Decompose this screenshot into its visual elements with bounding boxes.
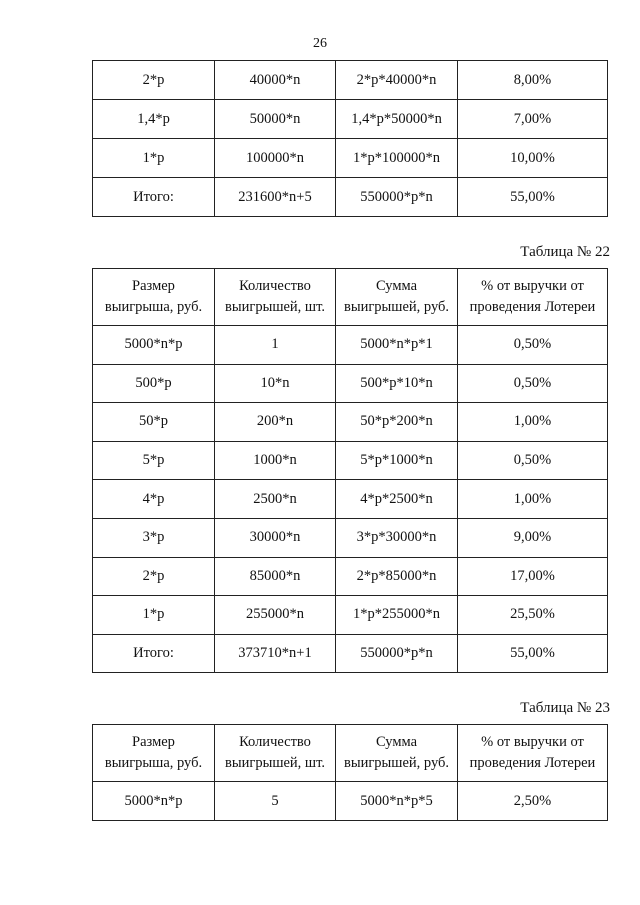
column-header: Размер выигрыша, руб. [93, 725, 215, 782]
table-cell: 0,50% [458, 364, 608, 403]
table-cell: Итого: [93, 178, 215, 217]
page-number: 26 [313, 36, 327, 51]
table-cell: 4*р*2500*n [336, 480, 458, 519]
column-header: Сумма выигрышей, руб. [336, 269, 458, 326]
table-cell: 5*р*1000*n [336, 441, 458, 480]
table-cell: 5*р [93, 441, 215, 480]
table-cell: 9,00% [458, 518, 608, 557]
column-header: Количество выигрышей, шт. [215, 269, 336, 326]
table-cell: 0,50% [458, 441, 608, 480]
table-cell: 550000*р*n [336, 634, 458, 673]
table-cell: 1,00% [458, 480, 608, 519]
table-cell: 55,00% [458, 178, 608, 217]
table-total-row [93, 178, 608, 217]
table-22-caption: Таблица № 22 [520, 244, 610, 260]
table-cell: 3*р*30000*n [336, 518, 458, 557]
table-cell: 25,50% [458, 596, 608, 635]
table-23-caption: Таблица № 23 [520, 700, 610, 716]
table-cell: 2*р [93, 557, 215, 596]
prize-table-23 [92, 724, 608, 821]
table-cell: 1*р*255000*n [336, 596, 458, 635]
table-cell: 2*р*85000*n [336, 557, 458, 596]
table-row [93, 326, 608, 365]
table-cell: 550000*р*n [336, 178, 458, 217]
table-row [93, 61, 608, 100]
table-cell: 8,00% [458, 61, 608, 100]
table-cell: 500*р [93, 364, 215, 403]
column-header: % от выручки от проведения Лотереи [458, 725, 608, 782]
table-cell: 1 [215, 326, 336, 365]
column-header: % от выручки от проведения Лотереи [458, 269, 608, 326]
table-cell: Итого: [93, 634, 215, 673]
table-cell: 1,4*р [93, 100, 215, 139]
table-row [93, 596, 608, 635]
table-cell: 4*р [93, 480, 215, 519]
table-row [93, 441, 608, 480]
table-row [93, 518, 608, 557]
table-cell: 2*р*40000*n [336, 61, 458, 100]
table-cell: 10*n [215, 364, 336, 403]
table-cell: 2,50% [458, 782, 608, 821]
table-row [93, 557, 608, 596]
table-cell: 30000*n [215, 518, 336, 557]
table-header-row [93, 725, 608, 782]
column-header: Сумма выигрышей, руб. [336, 725, 458, 782]
table-cell: 85000*n [215, 557, 336, 596]
table-cell: 231600*n+5 [215, 178, 336, 217]
table-cell: 50*р [93, 403, 215, 442]
prize-table-22 [92, 268, 608, 673]
table-cell: 1*р [93, 596, 215, 635]
table-cell: 55,00% [458, 634, 608, 673]
prize-table-continued [92, 60, 608, 217]
table-header-row [93, 269, 608, 326]
table-row [93, 480, 608, 519]
table-cell: 1*р [93, 139, 215, 178]
table-cell: 50000*n [215, 100, 336, 139]
table-cell: 5000*n*р [93, 326, 215, 365]
column-header: Количество выигрышей, шт. [215, 725, 336, 782]
table-cell: 500*р*10*n [336, 364, 458, 403]
table-cell: 255000*n [215, 596, 336, 635]
table-cell: 0,50% [458, 326, 608, 365]
table-cell: 1,4*р*50000*n [336, 100, 458, 139]
table-cell: 5000*n*р*5 [336, 782, 458, 821]
table-row [93, 364, 608, 403]
table-cell: 2*р [93, 61, 215, 100]
table-cell: 373710*n+1 [215, 634, 336, 673]
table-total-row [93, 634, 608, 673]
table-cell: 7,00% [458, 100, 608, 139]
table-cell: 5 [215, 782, 336, 821]
table-cell: 17,00% [458, 557, 608, 596]
table-cell: 3*р [93, 518, 215, 557]
table-cell: 1*р*100000*n [336, 139, 458, 178]
table-cell: 1,00% [458, 403, 608, 442]
table-cell: 50*р*200*n [336, 403, 458, 442]
column-header: Размер выигрыша, руб. [93, 269, 215, 326]
table-cell: 100000*n [215, 139, 336, 178]
table-cell: 10,00% [458, 139, 608, 178]
table-row [93, 403, 608, 442]
table-cell: 5000*n*р [93, 782, 215, 821]
table-cell: 200*n [215, 403, 336, 442]
table-row [93, 782, 608, 821]
table-cell: 1000*n [215, 441, 336, 480]
table-cell: 2500*n [215, 480, 336, 519]
table-cell: 40000*n [215, 61, 336, 100]
table-row [93, 139, 608, 178]
table-cell: 5000*n*р*1 [336, 326, 458, 365]
table-row [93, 100, 608, 139]
